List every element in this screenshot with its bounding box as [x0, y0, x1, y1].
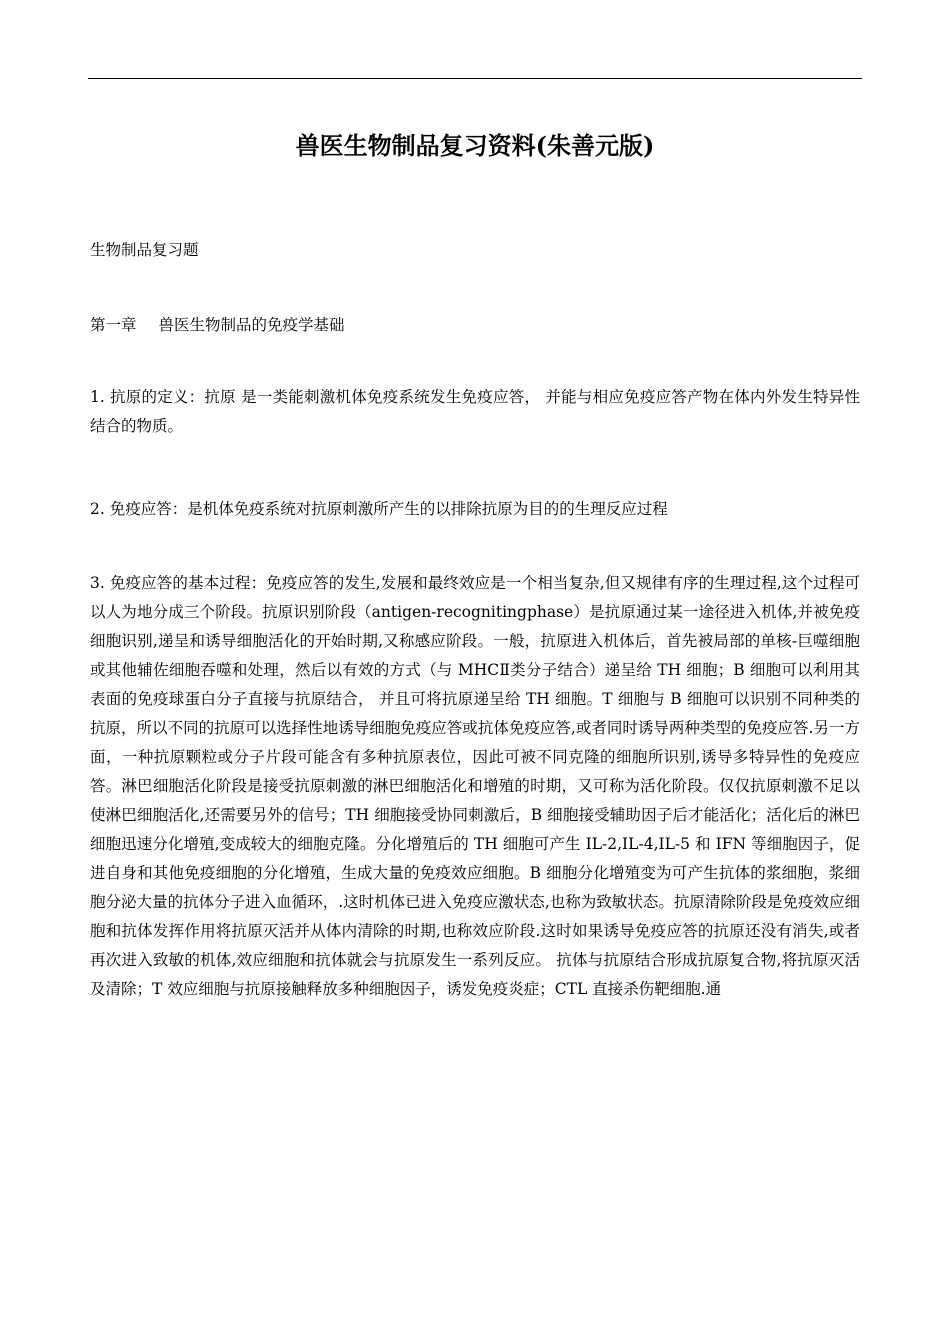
section-subtitle: 生物制品复习题: [90, 241, 199, 259]
chapter-heading: [90, 311, 860, 340]
chapter-name: 兽医生物制品的免疫学基础: [158, 316, 345, 334]
paragraph-item-1: 1. 抗原的定义：抗原 是一类能刺激机体免疫系统发生免疫应答， 并能与相应免疫应答产物在体内外发生特异性结合的物质。: [90, 388, 860, 435]
header-rule: [88, 78, 862, 79]
document-title: 兽医生物制品复习资料(朱善元版): [295, 131, 655, 160]
paragraph-item-2: 2. 免疫应答：是机体免疫系统对抗原刺激所产生的以排除抗原为目的的生理反应过程: [90, 500, 668, 518]
chapter-label: 第一章: [90, 316, 137, 334]
paragraph-item-3: 3. 免疫应答的基本过程：免疫应答的发生,发展和最终效应是一个相当复杂,但又规律有序的生理过程,这个过程可以人为地分成三个阶段。抗原识别阶段（antigen-recognitingphase）是抗原通过某一途径进入机体,并被免疫细胞识别,递呈和诱导细胞活化的开始时期,又称感应阶段。一般，抗原进入机体后，首先被局部的单核-巨噬细胞或其他辅佐细胞吞噬和处理，然后以有效的方式（与 MHCⅡ类分子结合）递呈给 TH 细胞；B 细胞可以利用其表面的免疫球蛋白分子直接与抗原结合， 并且可将抗原递呈给 TH 细胞。T 细胞与 B 细胞可以识别不同种类的抗原，所以不同的抗原可以选择性地诱导细胞免疫应答或抗体免疫应答,或者同时诱导两种类型的免疫应答.另一方面，一种抗原颗粒或分子片段可能含有多种抗原表位，因此可被不同克隆的细胞所识别,诱导多特异性的免疫应答。淋巴细胞活化阶段是接受抗原刺激的淋巴细胞活化和增殖的时期，又可称为活化阶段。仅仅抗原刺激不足以使淋巴细胞活化,还需要另外的信号；TH 细胞接受协同刺激后，B 细胞接受辅助因子后才能活化；活化后的淋巴细胞迅速分化增殖,变成较大的细胞克隆。分化增殖后的 TH 细胞可产生 IL-2,IL-4,IL-5 和 IFN 等细胞因子，促进自身和其他免疫细胞的分化增殖，生成大量的免疫效应细胞。B 细胞分化增殖变为可产生抗体的浆细胞，浆细胞分泌大量的抗体分子进入血循环，.这时机体已进入免疫应激状态,也称为致敏状态。抗原清除阶段是免疫效应细胞和抗体发挥作用将抗原灭活并从体内清除的时期,也称效应阶段.这时如果诱导免疫应答的抗原还没有消失,或者再次进入致敏的机体,效应细胞和抗体就会与抗原发生一系列反应。 抗体与抗原结合形成抗原复合物,将抗原灭活及清除；T 效应细胞与抗原接触释放多种细胞因子，诱发免疫炎症；CTL 直接杀伤靶细胞.通: [90, 574, 860, 998]
